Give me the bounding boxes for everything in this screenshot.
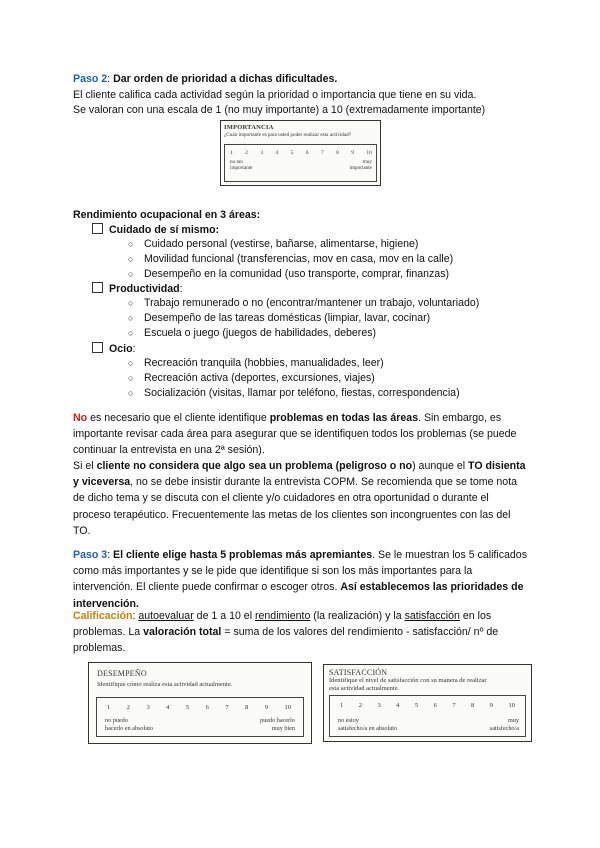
list-item: ○ Recreación tranquila (hobbies, manualidades, leer) — [128, 357, 384, 369]
list-item: ○ Desempeño de las tareas domésticas (limpiar, lavar, cocinar) — [128, 312, 431, 324]
list-item: ○ Desempeño en la comunidad (uso transporte, comprar, finanzas) — [128, 268, 450, 280]
nota-1: No es necesario que el cliente identifique problemas en todas las áreas. Sin embargo, es importante revisar cada área para asegurar que se identifiquen todos los problemas (se puede continuar la entrevista en una 2ª sesión). — [73, 412, 517, 457]
paso2-label: Paso 2 — [73, 73, 108, 85]
checkbox-cuidado[interactable] — [92, 223, 103, 234]
paso3: Paso 3: El cliente elige hasta 5 problemas más apremiantes. Se le muestran los 5 calificados como más importantes y se le pide que identifique si son los más importantes para la intervención. El cliente puede confirmar o escoger otros. Así establecemos las prioridades de intervención. — [73, 549, 527, 610]
paso2-line1: El cliente califica cada actividad según la prioridad o importancia que tiene en su vida. — [73, 89, 477, 101]
checkbox-productividad[interactable] — [92, 282, 103, 293]
list-item: ○ Cuidado personal (vestirse, bañarse, alimentarse, higiene) — [128, 238, 419, 250]
desempeno-numbers: 1 2 3 4 5 6 7 8 9 10 — [107, 704, 291, 711]
area-ocio: Ocio: — [92, 341, 136, 357]
checkbox-ocio[interactable] — [92, 342, 103, 353]
paso2-heading: Paso 2: Dar orden de prioridad a dichas dificultades. — [73, 73, 338, 85]
list-item: ○ Escuela o juego (juegos de habilidades, deberes) — [128, 327, 377, 339]
paso2-title: Dar orden de prioridad a dichas dificultades. — [113, 73, 338, 85]
list-item: ○ Recreación activa (deportes, excursiones, viajes) — [128, 372, 375, 384]
nota-2: Si el cliente no considera que algo sea un problema (peligroso o no) aunque el TO disienta y viceversa, no se debe insistir durante la entrevista COPM. Se recomienda que se tome nota de dicho tema y se discuta con el cliente y/o cuidadores en otra oportunidad o durante el proceso terapéutico. Frecuentemente las metas de los clientes son incongruentes con las del TO. — [73, 460, 526, 537]
importancia-scale: IMPORTANCIA ¿Cuán importante es para usted poder realizar esta actividad? 1 2 3 4 5 6 7 8 9 10 no tan importante muy importante — [220, 120, 381, 186]
area-cuidado: Cuidado de sí mismo: — [92, 222, 219, 238]
list-item: ○ Socialización (visitas, llamar por teléfono, fiestas, correspondencia) — [128, 387, 460, 399]
list-item: ○ Trabajo remunerado o no (encontrar/mantener un trabajo, voluntariado) — [128, 297, 480, 309]
list-item: ○ Movilidad funcional (transferencias, mov en casa, mov en la calle) — [128, 253, 454, 265]
rendimiento-heading: Rendimiento ocupacional en 3 áreas: — [73, 209, 261, 221]
satisfaccion-numbers: 1 2 3 4 5 6 7 8 9 10 — [340, 702, 515, 709]
calificacion: Calificación: autoevaluar de 1 a 10 el rendimiento (la realización) y la satisfacción en los problemas. La valoración total = suma de los valores del rendimiento - satisfacción/ nº de problemas. — [73, 610, 499, 655]
paso2-line2: Se valoran con una escala de 1 (no muy importante) a 10 (extremadamente importante) — [73, 104, 486, 116]
desempeno-scale: DESEMPEÑO Identifique cómo realiza esta actividad actualmente. 1 2 3 4 5 6 7 8 9 10 no puedo hacerlo en absoluto puedo hacerlo muy bien — [88, 662, 312, 744]
paso3-label: Paso 3 — [73, 549, 108, 561]
importancia-numbers: 1 2 3 4 5 6 7 8 9 10 — [230, 150, 372, 156]
satisfaccion-scale: SATISFACCIÓN Identifique el nivel de satisfacción con su manera de realizar esta actividad actualmente. 1 2 3 4 5 6 7 8 9 10 no estoy satisfecho/a en absoluto muy satisfecho/a — [323, 664, 532, 742]
area-productividad: Productividad: — [92, 281, 183, 297]
calificacion-label: Calificación — [73, 610, 133, 622]
